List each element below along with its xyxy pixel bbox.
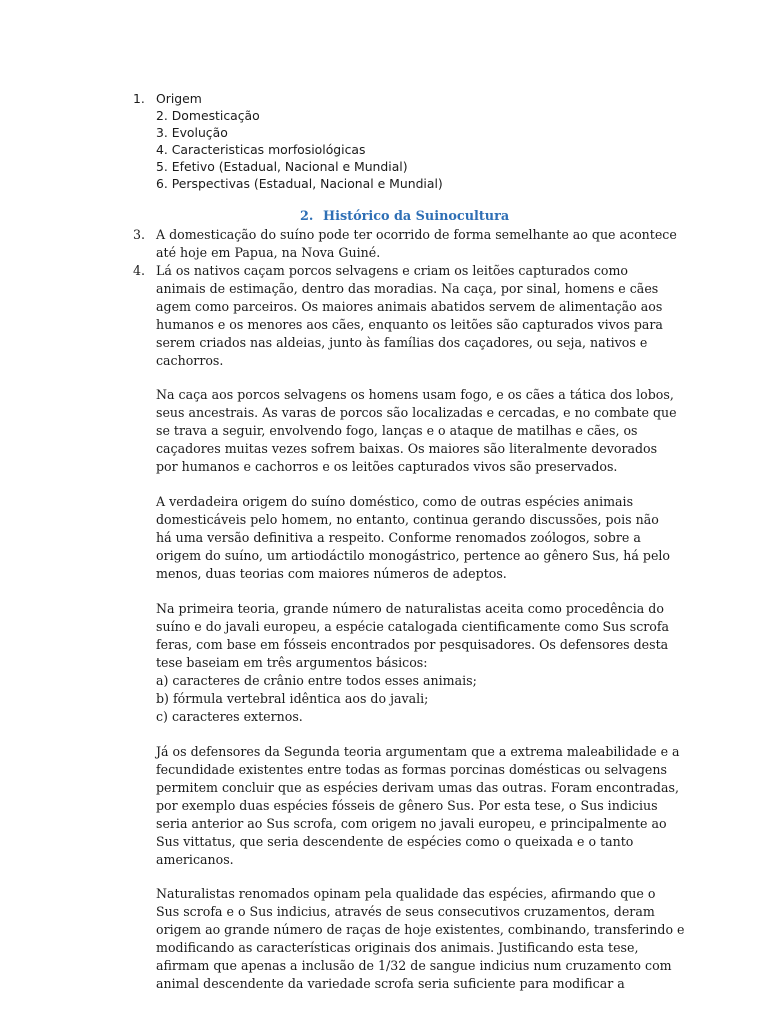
text-line: feras, com base em fósseis encontrados por pesquisadores. Os defensores desta [156, 637, 669, 652]
text-line: seria anterior ao Sus scrofa, com origem no javali europeu, e principalmente ao [156, 816, 667, 831]
text-line: Naturalistas renomados opinam pela qualidade das espécies, afirmando que o [156, 886, 656, 901]
text-line: permitem concluir que as espécies derivam umas das outras. Foram encontradas, [156, 780, 679, 795]
text-line: Sus scrofa e o Sus indicius, através de seus consecutivos cruzamentos, deram [156, 904, 655, 919]
toc-number: 1. [133, 91, 145, 106]
text-line: suíno e do javali europeu, a espécie catalogada cientificamente como Sus scrofa [156, 619, 670, 634]
toc-item: 5. Efetivo (Estadual, Nacional e Mundial) [156, 159, 408, 174]
text-line: americanos. [156, 852, 234, 867]
text-line: b) fórmula vertebral idêntica aos do javali; [156, 691, 429, 706]
text-line: há uma versão definitiva a respeito. Conforme renomados zoólogos, sobre a [156, 530, 641, 545]
text-line: Já os defensores da Segunda teoria argumentam que a extrema maleabilidade e a [156, 744, 680, 759]
text-line: animal descendente da variedade scrofa seria suficiente para modificar a [156, 976, 625, 991]
text-line: humanos e os menores aos cães, enquanto os leitões são capturados vivos para [156, 317, 663, 332]
text-line: animais de estimação, dentro das moradias. Na caça, por sinal, homens e cães [156, 281, 659, 296]
toc-item: 3. Evolução [156, 125, 228, 140]
text-line: serem criados nas aldeias, junto às famílias dos caçadores, ou seja, nativos e [156, 335, 648, 350]
list-number: 3. [133, 227, 146, 242]
text-line: menos, duas teorias com maiores números de adeptos. [156, 566, 507, 581]
text-line: a) caracteres de crânio entre todos esses animais; [156, 673, 477, 688]
text-line: c) caracteres externos. [156, 709, 303, 724]
text-line: Na primeira teoria, grande número de naturalistas aceita como procedência do [156, 601, 664, 616]
text-line: Na caça aos porcos selvagens os homens usam fogo, e os cães a tática dos lobos, [156, 387, 674, 402]
text-line: tese baseiam em três argumentos básicos: [156, 655, 428, 670]
text-line: Sus vittatus, que seria descendente de espécies como o queixada e o tanto [156, 834, 634, 849]
text-line: por humanos e cachorros e os leitões capturados vivos são preservados. [156, 459, 618, 474]
text-line: origem do suíno, um artiodáctilo monogástrico, pertence ao gênero Sus, há pelo [156, 548, 671, 563]
text-line: afirmam que apenas a inclusão de 1/32 de sangue indicius num cruzamento com [156, 958, 672, 973]
text-line: Lá os nativos caçam porcos selvagens e criam os leitões capturados como [156, 263, 629, 278]
text-line: domesticáveis pelo homem, no entanto, continua gerando discussões, pois não [156, 512, 659, 527]
text-line: agem como parceiros. Os maiores animais abatidos servem de alimentação aos [156, 299, 663, 314]
text-line: cachorros. [156, 353, 224, 368]
toc-item: 2. Domesticação [156, 108, 260, 123]
toc-item: 4. Caracteristicas morfosiológicas [156, 142, 366, 157]
toc-item: 6. Perspectivas (Estadual, Nacional e Mundial) [156, 176, 443, 191]
text-line: por exemplo duas espécies fósseis de gênero Sus. Por esta tese, o Sus indicius [156, 798, 658, 813]
text-line: até hoje em Papua, na Nova Guiné. [156, 245, 381, 260]
text-line: origem ao grande número de raças de hoje existentes, combinando, transferindo e [156, 922, 685, 937]
text-line: seus ancestrais. As varas de porcos são localizadas e cercadas, e no combate que [156, 405, 677, 420]
text-line: fecundidade existentes entre todas as formas porcinas domésticas ou selvagens [156, 762, 667, 777]
section-number: 2. [300, 209, 314, 224]
text-line: modificando as características originais dos animais. Justificando esta tese, [156, 940, 639, 955]
text-line: A verdadeira origem do suíno doméstico, como de outras espécies animais [156, 494, 634, 509]
text-line: se trava a seguir, envolvendo fogo, lanças e o ataque de matilhas e cães, os [156, 423, 638, 438]
text-line: A domesticação do suíno pode ter ocorrido de forma semelhante ao que acontece [156, 227, 677, 242]
text-line: caçadores muitas vezes sofrem baixas. Os maiores são literalmente devorados [156, 441, 658, 456]
list-number: 4. [133, 263, 146, 278]
toc-item: Origem [156, 91, 202, 106]
section-title: Histórico da Suinocultura [323, 209, 510, 224]
